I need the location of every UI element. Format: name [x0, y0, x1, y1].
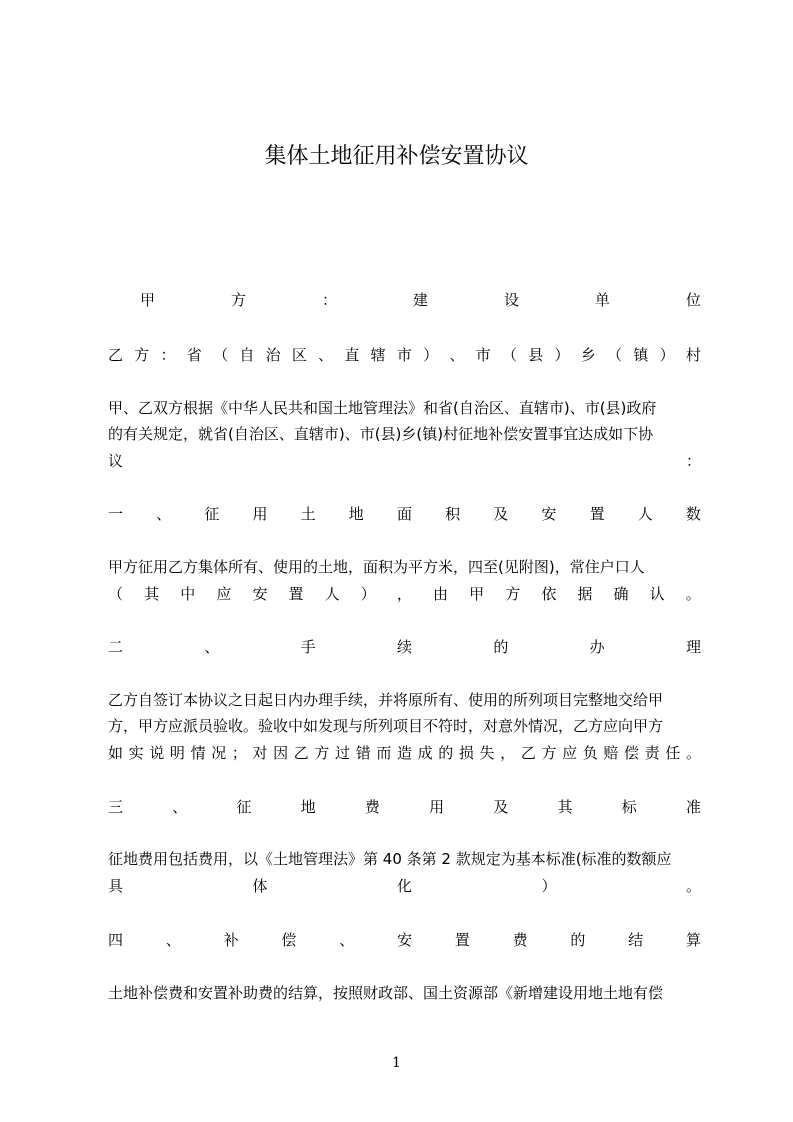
line-char: ，: [500, 744, 516, 762]
line-char: 对: [252, 744, 268, 762]
line-char: 、: [318, 346, 334, 364]
line-char: 明: [169, 744, 185, 762]
section-2-line-3: [108, 743, 701, 763]
line-char: 乙: [293, 744, 309, 762]
line-char: 赔: [603, 744, 619, 762]
line-char: ）: [554, 346, 570, 364]
line-char: 中: [180, 585, 196, 603]
line-char: 的: [570, 931, 586, 949]
line-char: 安: [396, 931, 412, 949]
line-char: 置: [589, 505, 605, 523]
line-char: 理: [685, 638, 701, 656]
line-char: ：: [160, 346, 176, 364]
line-char: 准: [685, 798, 701, 816]
line-char: 化: [396, 877, 412, 895]
line-char: 三: [108, 798, 124, 816]
line-char: 应: [216, 585, 232, 603]
line-char: 其: [144, 585, 160, 603]
line-char: ）: [659, 346, 675, 364]
line-char: 一: [108, 505, 124, 523]
line-char: 由: [432, 585, 448, 603]
line-char: 及: [493, 798, 509, 816]
line-char: 议: [108, 452, 124, 470]
line-char: 区: [291, 346, 307, 364]
line-char: ：: [321, 291, 337, 309]
line-char: 据: [577, 585, 593, 603]
line-char: 应: [562, 744, 578, 762]
line-char: 依: [541, 585, 557, 603]
line-char: 的: [438, 744, 454, 762]
line-char: 任: [665, 744, 681, 762]
page-number: 1: [392, 1055, 401, 1071]
line-char: 、: [156, 505, 172, 523]
line-char: 市: [396, 346, 412, 364]
line-char: 省: [186, 346, 202, 364]
line-char: 面: [396, 505, 412, 523]
line-char: 具: [108, 877, 124, 895]
line-char: 地: [348, 505, 364, 523]
line-char: 失: [479, 744, 495, 762]
line-char: 、: [449, 346, 465, 364]
line-char: 人: [324, 585, 340, 603]
line-char: 辖: [370, 346, 386, 364]
line-char: 其: [557, 798, 573, 816]
line-char: 安: [541, 505, 557, 523]
document-title: 集体土地征用补偿安置协议: [264, 144, 529, 169]
line-char: 况: [211, 744, 227, 762]
line-char: 自: [239, 346, 255, 364]
line-char: 过: [335, 744, 351, 762]
line-char: （: [213, 346, 229, 364]
line-char: 。: [685, 744, 701, 762]
line-char: 市: [475, 346, 491, 364]
line-char: 治: [265, 346, 281, 364]
line-char: 成: [417, 744, 433, 762]
line-char: ：: [685, 452, 701, 470]
section-1-line-1: 甲方征用乙方集体所有、使用的土地，面积为平方米，四至(见附图)，常住户口人: [108, 558, 645, 576]
line-char: 乡: [580, 346, 596, 364]
line-char: 实: [128, 744, 144, 762]
line-char: 认: [649, 585, 665, 603]
line-char: 费: [364, 798, 380, 816]
line-char: 错: [355, 744, 371, 762]
line-char: ，: [396, 585, 412, 603]
party-b-line: [108, 345, 701, 365]
line-char: 手: [300, 638, 316, 656]
line-char: 办: [589, 638, 605, 656]
party-a-line: [140, 290, 701, 310]
intro-line-3: [108, 451, 701, 471]
line-char: 、: [204, 638, 220, 656]
line-char: 。: [685, 877, 701, 895]
line-char: 方: [541, 744, 557, 762]
line-char: 数: [685, 505, 701, 523]
line-char: 甲: [140, 291, 156, 309]
section-2-line-2: 方，甲方应派员验收。验收中如发现与所列项目不符时，对意外情况，乙方应向甲方: [108, 717, 664, 735]
intro-line-2: 的有关规定，就省(自治区、直辖市)、市(县)乡(镇)村征地补偿安置事宜达成如下协: [108, 425, 654, 443]
section-4-heading: [108, 930, 701, 950]
line-char: 损: [458, 744, 474, 762]
line-char: 。: [685, 585, 701, 603]
line-char: 积: [445, 505, 461, 523]
line-char: 及: [493, 505, 509, 523]
line-char: ）: [360, 585, 376, 603]
intro-line-1: 甲、乙双方根据《中华人民共和国土地管理法》和省(自治区、直辖市)、市(县)政府: [108, 399, 657, 417]
line-char: 方: [314, 744, 330, 762]
line-char: 、: [339, 931, 355, 949]
line-char: 安: [252, 585, 268, 603]
line-char: 乙: [108, 346, 124, 364]
line-char: 用: [429, 798, 445, 816]
line-char: 造: [396, 744, 412, 762]
line-char: 征: [204, 505, 220, 523]
section-4-line-1: 土地补偿费和安置补助费的结算，按照财政部、国土资源部《新增建设用地土地有偿: [108, 984, 664, 1002]
line-char: 费: [512, 931, 528, 949]
line-char: 置: [288, 585, 304, 603]
section-1-heading: [108, 504, 701, 524]
section-3-line-2: [108, 876, 701, 896]
line-char: 因: [273, 744, 289, 762]
section-2-line-1: 乙方自签订本协议之日起日内办理手续，并将原所有、使用的所列项目完整地交给甲: [108, 691, 664, 709]
line-char: 位: [685, 291, 701, 309]
line-char: （: [501, 346, 517, 364]
line-char: 设: [503, 291, 519, 309]
line-char: 偿: [624, 744, 640, 762]
line-char: 标: [621, 798, 637, 816]
line-char: 地: [300, 798, 316, 816]
line-char: 建: [412, 291, 428, 309]
line-char: 土: [300, 505, 316, 523]
line-char: 方: [505, 585, 521, 603]
line-char: 体: [252, 877, 268, 895]
line-char: 征: [236, 798, 252, 816]
line-char: 置: [454, 931, 470, 949]
line-char: 镇: [633, 346, 649, 364]
line-char: 、: [172, 798, 188, 816]
section-3-line-1: 征地费用包括费用，以《土地管理法》第 40 条第 2 款规定为基本标准(标准的数额应: [108, 850, 672, 868]
line-char: 补: [223, 931, 239, 949]
line-char: 负: [582, 744, 598, 762]
line-char: 人: [637, 505, 653, 523]
line-char: 用: [252, 505, 268, 523]
line-char: 直: [344, 346, 360, 364]
line-char: （: [108, 585, 124, 603]
line-char: 的: [493, 638, 509, 656]
line-char: 确: [613, 585, 629, 603]
line-char: 二: [108, 638, 124, 656]
section-3-heading: [108, 797, 701, 817]
line-char: 四: [108, 931, 124, 949]
line-char: 村: [685, 346, 701, 364]
line-char: ；: [231, 744, 247, 762]
line-char: 乙: [520, 744, 536, 762]
line-char: 方: [230, 291, 246, 309]
line-char: （: [607, 346, 623, 364]
line-char: 说: [149, 744, 165, 762]
line-char: 情: [190, 744, 206, 762]
line-char: 偿: [281, 931, 297, 949]
line-char: ）: [423, 346, 439, 364]
line-char: 方: [134, 346, 150, 364]
line-char: 而: [376, 744, 392, 762]
section-1-line-2: [108, 584, 701, 604]
line-char: 算: [685, 931, 701, 949]
line-char: 续: [396, 638, 412, 656]
line-char: 结: [628, 931, 644, 949]
line-char: 如: [108, 744, 124, 762]
line-char: 、: [165, 931, 181, 949]
line-char: 单: [594, 291, 610, 309]
line-char: ）: [541, 877, 557, 895]
line-char: 县: [528, 346, 544, 364]
section-2-heading: [108, 637, 701, 657]
line-char: 甲: [469, 585, 485, 603]
line-char: 责: [644, 744, 660, 762]
